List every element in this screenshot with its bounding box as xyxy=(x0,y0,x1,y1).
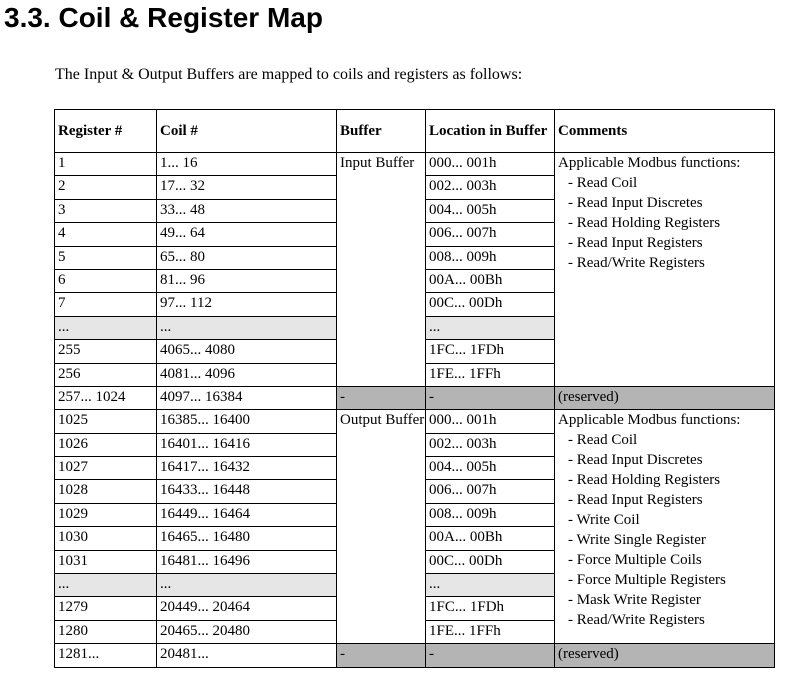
comments-title: Applicable Modbus functions: xyxy=(558,412,741,429)
cell-coil: 20465... 20480 xyxy=(157,620,337,643)
cell-location: 1FC... 1FDh xyxy=(426,340,555,363)
cell-location: 006... 007h xyxy=(426,223,555,246)
header-location: Location in Buffer xyxy=(426,110,555,153)
cell-register: 7 xyxy=(55,293,157,316)
reserved-row xyxy=(55,644,775,667)
cell-coil: 81... 96 xyxy=(157,269,337,292)
header-coil: Coil # xyxy=(157,110,337,153)
cell-location: ... xyxy=(426,316,555,339)
cell-location: ... xyxy=(426,574,555,597)
cell-location: 004... 005h xyxy=(426,199,555,222)
function-item: - Read Input Registers xyxy=(558,490,771,510)
cell-coil: 16449... 16464 xyxy=(157,503,337,526)
cell-register: 2 xyxy=(55,176,157,199)
cell-coil: 33... 48 xyxy=(157,199,337,222)
cell-register: 3 xyxy=(55,199,157,222)
function-item: - Read Input Registers xyxy=(558,233,771,253)
cell-coil: 4081... 4096 xyxy=(157,363,337,386)
cell-location: 000... 001h xyxy=(426,410,555,433)
table-row xyxy=(55,153,775,176)
cell-location: 1FE... 1FFh xyxy=(426,363,555,386)
table-header-row xyxy=(55,110,775,153)
cell-location: 00C... 00Dh xyxy=(426,293,555,316)
cell-register: 1031 xyxy=(55,550,157,573)
cell-comments xyxy=(555,153,775,387)
cell-register: ... xyxy=(55,574,157,597)
cell-coil: 16385... 16400 xyxy=(157,410,337,433)
cell-coil: ... xyxy=(157,316,337,339)
cell-coil: 16401... 16416 xyxy=(157,433,337,456)
cell-coil: 97... 112 xyxy=(157,293,337,316)
cell-location: 004... 005h xyxy=(426,457,555,480)
cell-coil: 16481... 16496 xyxy=(157,550,337,573)
cell-register: 4 xyxy=(55,223,157,246)
cell-register: 1280 xyxy=(55,620,157,643)
cell-location: - xyxy=(426,386,555,409)
cell-location: 006... 007h xyxy=(426,480,555,503)
cell-location: 00A... 00Bh xyxy=(426,527,555,550)
cell-register: 1028 xyxy=(55,480,157,503)
cell-register: 1030 xyxy=(55,527,157,550)
cell-register: ... xyxy=(55,316,157,339)
cell-coil: 4065... 4080 xyxy=(157,340,337,363)
cell-register: 1029 xyxy=(55,503,157,526)
cell-location: 008... 009h xyxy=(426,503,555,526)
cell-coil: 20481... xyxy=(157,644,337,667)
cell-buffer-name: Input Buffer xyxy=(337,153,426,387)
cell-coil: 1... 16 xyxy=(157,153,337,176)
cell-register: 1025 xyxy=(55,410,157,433)
function-item: - Read Holding Registers xyxy=(558,470,771,490)
table-row xyxy=(55,410,775,433)
cell-register: 257... 1024 xyxy=(55,386,157,409)
cell-register: 256 xyxy=(55,363,157,386)
cell-coil: 49... 64 xyxy=(157,223,337,246)
cell-register: 1 xyxy=(55,153,157,176)
reserved-row xyxy=(55,386,775,409)
function-item: - Force Multiple Coils xyxy=(558,550,771,570)
cell-register: 1027 xyxy=(55,457,157,480)
cell-buffer: - xyxy=(337,644,426,667)
function-item: - Read Input Discretes xyxy=(558,450,771,470)
cell-location: 1FE... 1FFh xyxy=(426,620,555,643)
cell-coil: 65... 80 xyxy=(157,246,337,269)
cell-coil: 16433... 16448 xyxy=(157,480,337,503)
cell-register: 1281... xyxy=(55,644,157,667)
comments-title: Applicable Modbus functions: xyxy=(558,155,741,171)
cell-coil: 16465... 16480 xyxy=(157,527,337,550)
coil-register-table xyxy=(54,109,775,668)
cell-coil: 20449... 20464 xyxy=(157,597,337,620)
header-comments: Comments xyxy=(555,110,775,153)
function-item: - Force Multiple Registers xyxy=(558,570,771,590)
cell-location: 1FC... 1FDh xyxy=(426,597,555,620)
cell-location: - xyxy=(426,644,555,667)
function-item: - Read Input Discretes xyxy=(558,193,771,213)
cell-coil: 4097... 16384 xyxy=(157,386,337,409)
function-item: - Read/Write Registers xyxy=(558,610,771,630)
cell-comments: (reserved) xyxy=(555,386,775,409)
cell-comments: (reserved) xyxy=(555,644,775,667)
cell-register: 255 xyxy=(55,340,157,363)
function-item: - Mask Write Register xyxy=(558,590,771,610)
cell-location: 002... 003h xyxy=(426,176,555,199)
cell-location: 00C... 00Dh xyxy=(426,550,555,573)
function-list xyxy=(558,430,771,630)
cell-buffer-name: Output Buffer xyxy=(337,410,426,644)
cell-coil: 17... 32 xyxy=(157,176,337,199)
cell-register: 6 xyxy=(55,269,157,292)
cell-register: 1279 xyxy=(55,597,157,620)
cell-location: 000... 001h xyxy=(426,153,555,176)
function-item: - Read/Write Registers xyxy=(558,253,771,273)
intro-text: The Input & Output Buffers are mapped to coils and registers as follows: xyxy=(55,66,523,83)
function-item: - Write Coil xyxy=(558,510,771,530)
cell-register: 5 xyxy=(55,246,157,269)
cell-location: 008... 009h xyxy=(426,246,555,269)
cell-location: 00A... 00Bh xyxy=(426,269,555,292)
function-item: - Read Coil xyxy=(558,173,771,193)
cell-buffer: - xyxy=(337,386,426,409)
header-register: Register # xyxy=(55,110,157,153)
table-body xyxy=(55,153,775,668)
function-item: - Read Coil xyxy=(558,430,771,450)
cell-coil: 16417... 16432 xyxy=(157,457,337,480)
header-buffer: Buffer xyxy=(337,110,426,153)
section-heading: 3.3. Coil & Register Map xyxy=(4,2,323,33)
cell-coil: ... xyxy=(157,574,337,597)
function-list xyxy=(558,173,771,273)
cell-location: 002... 003h xyxy=(426,433,555,456)
cell-comments xyxy=(555,410,775,644)
function-item: - Read Holding Registers xyxy=(558,213,771,233)
cell-register: 1026 xyxy=(55,433,157,456)
function-item: - Write Single Register xyxy=(558,530,771,550)
